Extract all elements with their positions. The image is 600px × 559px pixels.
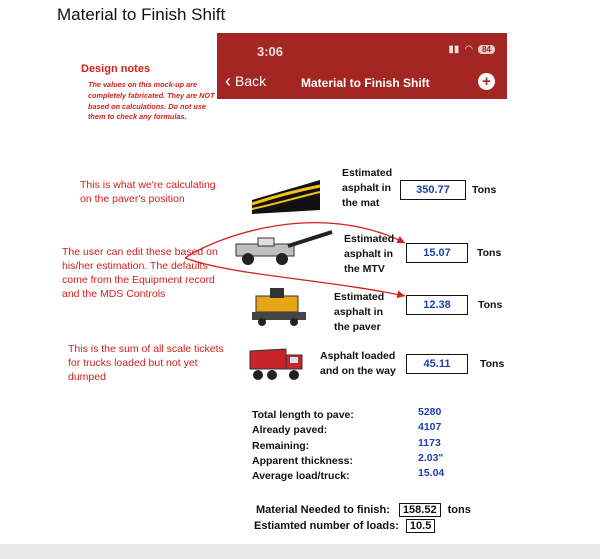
material-needed-label: Material Needed to finish: bbox=[256, 504, 390, 516]
paver-unit: Tons bbox=[478, 299, 503, 311]
loaded-value: 45.11 bbox=[406, 354, 468, 374]
material-needed-row bbox=[256, 504, 471, 516]
battery-icon: 84 bbox=[478, 45, 495, 54]
note-sum: This is the sum of all scale tickets for trucks loaded but not yet dumped bbox=[68, 343, 224, 383]
note-editable: The user can edit these based on his/her estimation. The defaults come from the Equipment record and the MDS Controls bbox=[62, 246, 218, 300]
mtv-icon bbox=[228, 228, 340, 266]
loads-row bbox=[254, 520, 435, 532]
already-paved-value: 4107 bbox=[418, 421, 442, 434]
already-paved-label: Already paved: bbox=[252, 424, 328, 437]
average-load-value: 15.04 bbox=[418, 467, 445, 480]
material-needed-value: 158.52 bbox=[399, 503, 441, 517]
road-mat-icon bbox=[250, 174, 322, 216]
summary-values bbox=[418, 405, 444, 481]
loads-label: Estiamted number of loads: bbox=[254, 520, 399, 532]
mtv-unit: Tons bbox=[477, 247, 502, 259]
average-load-label: Average load/truck: bbox=[252, 470, 350, 483]
screen-title: Material to Finish Shift bbox=[301, 76, 430, 90]
design-notes-body: The values on this mock-up are completely fabricated. They are NOT based on calculations. Do not use them to check any formulas. bbox=[88, 80, 215, 122]
chevron-left-icon: ‹ bbox=[225, 71, 231, 91]
material-needed-unit: tons bbox=[447, 504, 471, 516]
status-time: 3:06 bbox=[257, 44, 284, 59]
add-button[interactable]: + bbox=[478, 73, 495, 90]
total-length-value: 5280 bbox=[418, 406, 442, 418]
summary-labels bbox=[252, 408, 354, 484]
paver-value-input[interactable]: 12.38 bbox=[406, 295, 468, 315]
loads-value: 10.5 bbox=[406, 519, 435, 533]
apparent-thickness-value: 2.03" bbox=[418, 451, 444, 464]
row-mtv-label: Estimated asphalt in the MTV bbox=[344, 233, 395, 275]
design-notes-title: Design notes bbox=[81, 63, 151, 75]
row-mat-label: Estimated asphalt in the mat bbox=[342, 167, 393, 209]
dump-truck-icon bbox=[248, 345, 306, 385]
mat-value: 350.77 bbox=[400, 180, 466, 200]
mtv-value-input[interactable]: 15.07 bbox=[406, 243, 468, 263]
row-loaded-label: Asphalt loaded and on the way bbox=[320, 350, 396, 377]
apparent-thickness-label: Apparent thickness: bbox=[252, 454, 353, 467]
remaining-label: Remaining: bbox=[252, 439, 310, 452]
remaining-value: 1173 bbox=[418, 436, 441, 449]
bottom-bar bbox=[0, 544, 600, 559]
mat-unit: Tons bbox=[472, 184, 497, 196]
wifi-icon: ◠ bbox=[464, 44, 474, 55]
row-paver-label: Estimated asphalt in the paver bbox=[334, 291, 385, 333]
loaded-unit: Tons bbox=[480, 358, 505, 370]
paver-icon bbox=[248, 286, 312, 328]
page-title: Material to Finish Shift bbox=[57, 5, 226, 24]
note-calculating: This is what we're calculating on the paver's position bbox=[80, 179, 216, 205]
back-label: Back bbox=[235, 73, 267, 89]
signal-icon: ▮▮ bbox=[448, 44, 460, 55]
total-length-label: Total length to pave: bbox=[252, 409, 354, 421]
